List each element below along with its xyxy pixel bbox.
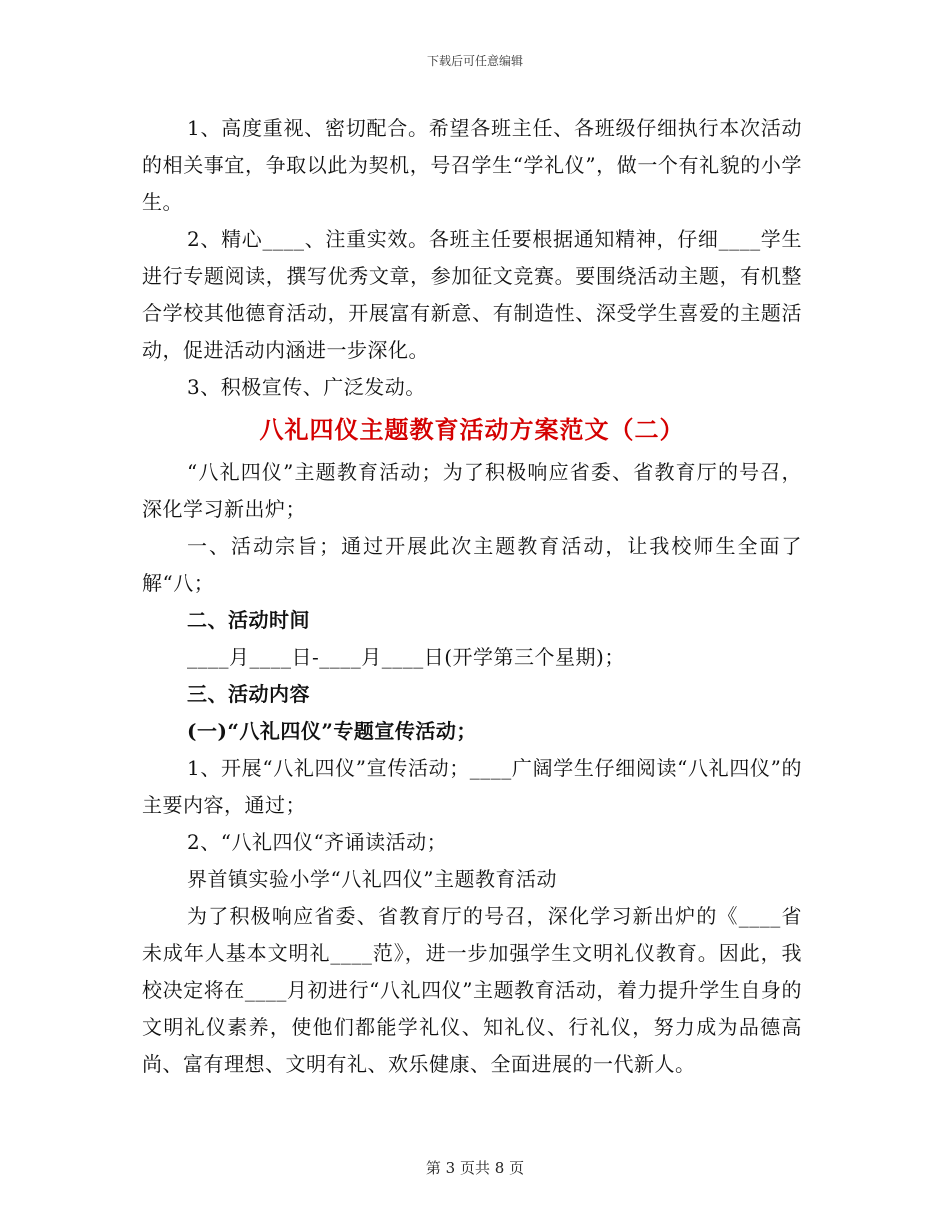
page-header: 下载后可任意编辑 xyxy=(426,54,523,68)
paragraph-item-1: 1、开展“八礼四仪”宣传活动；____广阔学生仔细阅读“八礼四仪”的主要内容，通过； xyxy=(142,756,802,817)
paragraph-purpose: 一、活动宗旨；通过开展此次主题教育活动，让我校师生全面了解“八； xyxy=(142,534,802,595)
paragraph-3: 3、积极宣传、广泛发动。 xyxy=(187,375,426,399)
heading-content: 三、活动内容 xyxy=(187,682,310,706)
paragraph-time: ____月____日-____月____日(开学第三个星期)； xyxy=(187,645,625,669)
paragraph-school-title: 界首镇实验小学“八礼四仪”主题教育活动 xyxy=(187,867,557,891)
heading-subsection: (一)“八礼四仪”专题宣传活动； xyxy=(187,719,477,743)
heading-time: 二、活动时间 xyxy=(187,608,310,632)
paragraph-2: 2、精心____、注重实效。各班主任要根据通知精神，仔细____学生进行专题阅读，撰写优秀文章，参加征文竞赛。要围绕活动主题，有机整合学校其他德育活动，开展富有新意、有制造性、深受学生喜爱的主题活动，促进活动内涵进一步深化。 xyxy=(142,227,802,362)
document-body xyxy=(142,110,802,1083)
paragraph-intro: “八礼四仪”主题教育活动；为了积极响应省委、省教育厅的号召，深化学习新出炉； xyxy=(142,460,802,521)
paragraph-1: 1、高度重视、密切配合。希望各班主任、各班级仔细执行本次活动的相关事宜，争取以此为契机，号召学生“学礼仪”，做一个有礼貌的小学生。 xyxy=(142,116,802,214)
section-title: 八礼四仪主题教育活动方案范文（二） xyxy=(259,415,685,444)
paragraph-item-2: 2、“八礼四仪“齐诵读活动； xyxy=(187,830,448,854)
paragraph-body: 为了积极响应省委、省教育厅的号召，深化学习新出炉的《____省未成年人基本文明礼____范》，进一步加强学生文明礼仪教育。因此，我校决定将在____月初进行“八礼四仪”主题教育活动，着力提升学生自身的文明礼仪素养，使他们都能学礼仪、知礼仪、行礼仪，努力成为品德高尚、富有理想、文明有礼、欢乐健康、全面进展的一代新人。 xyxy=(142,904,802,1076)
page-footer: 第 3 页共 8 页 xyxy=(425,1159,525,1177)
